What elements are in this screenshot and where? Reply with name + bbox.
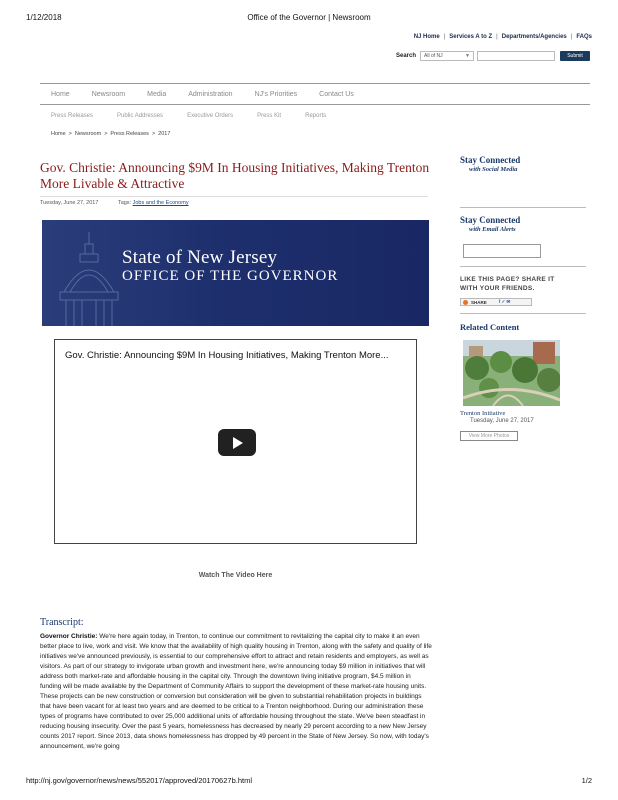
search-label: Search <box>395 53 416 59</box>
utility-nav <box>414 34 592 40</box>
share-icon <box>463 300 468 305</box>
divider <box>460 207 586 208</box>
breadcrumb-year[interactable]: 2017 <box>158 131 171 137</box>
stay-connected-sub: with Social Media <box>469 166 518 173</box>
separator: | <box>570 34 573 40</box>
banner-line2: OFFICE OF THE GOVERNOR <box>122 268 339 284</box>
chevron-down-icon: ▼ <box>465 53 470 59</box>
search-scope-value: All of NJ <box>424 53 443 59</box>
print-header <box>26 13 592 25</box>
search-submit-button[interactable]: Submit <box>560 51 590 61</box>
related-title[interactable]: Trenton Initiative <box>460 410 506 417</box>
breadcrumb: Home > Newsroom > Press Releases > 2017 <box>51 131 171 137</box>
divider <box>40 196 428 197</box>
subnav-item-public-addresses[interactable]: Public Addresses <box>117 113 164 119</box>
video-player[interactable] <box>54 339 417 544</box>
video-title[interactable]: Gov. Christie: Announcing $9M In Housing Initiatives, Making Trenton More... <box>65 350 389 361</box>
nav-item-home[interactable]: Home <box>51 90 70 98</box>
stay-connected-sub: with Email Alerts <box>469 226 516 233</box>
share-button[interactable] <box>460 298 532 306</box>
article-meta <box>40 200 189 206</box>
nav-item-media[interactable]: Media <box>147 90 167 98</box>
governor-banner <box>42 220 429 326</box>
print-date: 1/12/2018 <box>26 13 62 22</box>
banner-line1: State of New Jersey <box>122 247 278 268</box>
share-prompt-line1: LIKE THIS PAGE? SHARE IT <box>460 276 555 283</box>
search-bar <box>396 50 590 62</box>
subnav-item-executive-orders[interactable]: Executive Orders <box>187 113 234 119</box>
nav-item-priorities[interactable]: NJ's Priorities <box>254 90 298 98</box>
social-icons: f ✓ ✉ <box>498 299 511 304</box>
related-thumbnail[interactable] <box>463 340 560 406</box>
search-scope-select[interactable] <box>420 51 474 61</box>
utility-link-faqs[interactable]: FAQs <box>576 34 592 40</box>
park-photo-icon <box>463 340 560 406</box>
utility-link-services[interactable]: Services A to Z <box>449 34 493 40</box>
view-more-photos-button[interactable]: View More Photos <box>460 431 518 441</box>
transcript-heading: Transcript: <box>40 617 84 628</box>
share-prompt-line2: WITH YOUR FRIENDS. <box>460 285 535 292</box>
subnav-item-reports[interactable]: Reports <box>305 113 327 119</box>
nav-item-administration[interactable]: Administration <box>188 90 233 98</box>
watch-video-label: Watch The Video Here <box>198 572 273 579</box>
article-title: Gov. Christie: Announcing $9M In Housing Initiatives, Making Trenton More Livable & Attractive <box>40 160 430 191</box>
transcript-text: We're here again today, in Trenton, to continue our commitment to revitalizing the capital city to make it an even better place to live, work and visit. We know that the availability of high quality housing in Trenton, along with the safety and quality of life initiatives we've announced previously, is essential to our comprehensive effort to attract and retain residents and employers, as well as visitors. As part of our strategy to invigorate urban growth and investment here, we're announcing today $9 million in initiatives that will address both market-rate and affordable housing in the capital city. Through the downtown living initiative program, $4.5 million in funding will be made available by the Department of Community Affairs to support the development of these market-rate housing units. These projects can be new construction or conversion but consideration will be given to substantial rehabilitation projects in buildings that have been vacant for at least two years and are deemed to be critical to a Trenton neighborhood. During our administration these types of programs have contributed to over 25,000 additional units of affordable housing throughout the state. We've been steadfast in reducing housing insecurity. Over the past 5 years, homelessness has decreased by nearly 29 percent according to a new New Jersey counts 2017 report. Since 2013, data shows homelessness has dropped by 49 percent in the State of New Jersey. So now, with today's announcement, we're going <box>40 633 432 750</box>
main-nav <box>40 83 590 105</box>
nav-item-newsroom[interactable]: Newsroom <box>91 90 126 98</box>
search-input[interactable] <box>477 51 555 61</box>
divider <box>460 313 586 314</box>
share-label: SHARE <box>471 299 487 305</box>
related-content-heading: Related Content <box>460 322 520 332</box>
print-footer <box>26 776 592 785</box>
tags-label: Tags: <box>117 200 132 206</box>
subnav-item-press-kit[interactable]: Press Kit <box>257 113 282 119</box>
utility-link-nj-home[interactable]: NJ Home <box>413 34 440 40</box>
page-number: 1/2 <box>581 776 592 785</box>
stay-connected-heading: Stay Connected <box>460 215 521 225</box>
share-prompt <box>460 275 554 293</box>
related-date: Tuesday, June 27, 2017 <box>470 418 534 424</box>
stay-connected-email[interactable] <box>460 215 586 233</box>
print-url: http://nj.gov/governor/news/news/552017/approved/20170627b.html <box>26 776 252 785</box>
tag-link[interactable]: Jobs and the Economy <box>132 200 189 206</box>
stay-connected-heading: Stay Connected <box>460 155 521 165</box>
nav-item-contact[interactable]: Contact Us <box>319 90 354 98</box>
play-icon[interactable] <box>218 429 256 456</box>
stay-connected-social[interactable] <box>460 155 586 173</box>
divider <box>460 266 586 267</box>
breadcrumb-press-releases[interactable]: Press Releases <box>110 131 149 137</box>
capitol-dome-icon <box>50 230 128 326</box>
subnav-item-press-releases[interactable]: Press Releases <box>51 113 94 119</box>
breadcrumb-newsroom[interactable]: Newsroom <box>74 131 102 137</box>
email-field[interactable] <box>463 244 541 258</box>
sub-nav <box>51 113 350 119</box>
separator: | <box>443 34 446 40</box>
utility-link-departments[interactable]: Departments/Agencies <box>501 34 567 40</box>
transcript-body <box>40 632 432 752</box>
separator: | <box>496 34 498 40</box>
article-date: Tuesday, June 27, 2017 <box>40 200 99 206</box>
breadcrumb-home[interactable]: Home <box>51 131 66 137</box>
speaker-name: Governor Christie: <box>40 633 98 640</box>
print-page-title: Office of the Governor | Newsroom <box>247 13 371 22</box>
